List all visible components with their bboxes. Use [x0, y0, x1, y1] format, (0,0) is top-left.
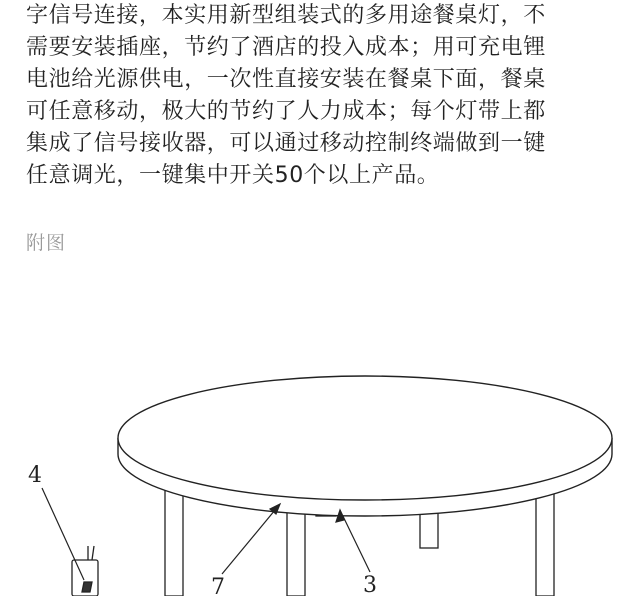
text-line: 需要安装插座，节约了酒店的投入成本；用可充电锂 — [26, 35, 546, 60]
text-line: 集成了信号接收器，可以通过移动控制终端做到一键 — [26, 131, 546, 156]
label-light-strip: 7 — [211, 575, 225, 596]
patent-figure — [0, 260, 640, 596]
table-top — [118, 376, 612, 516]
body-paragraph — [26, 0, 626, 192]
figure-caption: 附图 — [26, 232, 67, 254]
label-receiver: 3 — [363, 573, 377, 596]
remote-control — [72, 546, 98, 596]
text-line: 可任意移动，极大的节约了人力成本；每个灯带上都 — [26, 99, 546, 124]
text-line: 字信号连接，本实用新型组装式的多用途餐桌灯，不 — [26, 3, 546, 28]
label-remote: 4 — [28, 463, 42, 488]
text-line: 电池给光源供电，一次性直接安装在餐桌下面，餐桌 — [26, 67, 546, 92]
text-line: 任意调光，一键集中开关50个以上产品。 — [26, 163, 440, 188]
